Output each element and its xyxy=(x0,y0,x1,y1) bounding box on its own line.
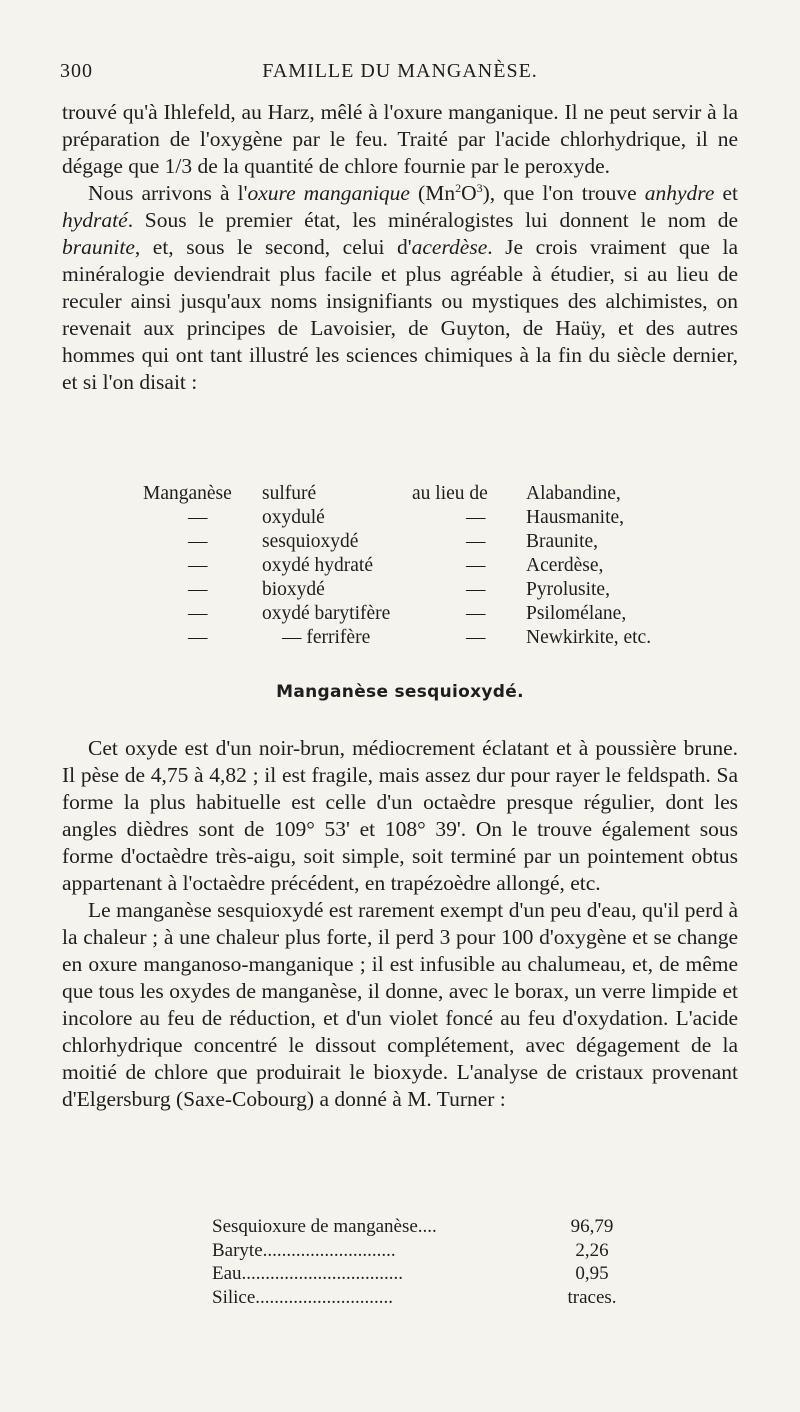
term-anhydre: anhydre xyxy=(644,181,715,205)
analysis-row: Silice............................. traces. xyxy=(212,1286,617,1308)
synonym-row: — sesquioxydé — Braunite, xyxy=(188,531,599,552)
synonym-row: — oxydé hydraté — Acerdèse, xyxy=(188,555,604,576)
term-acerdese: acerdèse xyxy=(411,235,488,259)
running-title: FAMILLE DU MANGANÈSE. xyxy=(262,60,538,82)
synonym-table xyxy=(0,482,800,650)
term-oxure-manganique: oxure manganique xyxy=(247,181,410,205)
paragraph-4: Le manganèse sesquioxydé est rarement exempt d'un peu d'eau, qu'il perd à la chaleur ; à une chaleur plus forte, il perd 3 pour 100 d'oxygène et se change en oxure manganoso-manganique ; il est infusible au chalumeau, et, de même que tous les oxydes de manganèse, il donne, avec le borax, un verre limpide et incolore au feu de réduction, et d'un violet foncé au feu d'oxydation. L'acide chlorhydrique concentré le dissout complétement, avec dégagement de la moitié de chlore que produirait le bioxyde. L'analyse de cristaux provenant d'Elgersburg (Saxe-Cobourg) a donné à M. Turner : xyxy=(62,898,738,1111)
page-header xyxy=(60,60,740,90)
synonym-row: — oxydulé — Hausmanite, xyxy=(188,507,625,528)
section-heading: Manganèse sesquioxydé. xyxy=(276,682,524,702)
term-braunite: braunite xyxy=(62,235,135,259)
analysis-row: Sesquioxure de manganèse.... 96,79 xyxy=(212,1216,614,1237)
paragraph-3: Cet oxyde est d'un noir-brun, médiocrement éclatant et à poussière brune. Il pèse de 4,75 à 4,82 ; il est fragile, mais assez dur pour rayer le feldspath. Sa forme la plus habituelle est celle d'un octaèdre presque régulier, dont les angles dièdres sont de 109° 53' et 108° 39'. On le trouve également sous forme d'octaèdre très-aigu, soit simple, soit terminé par un pointement obtus appartenant à l'octaèdre précédent, en trapézoèdre allongé, etc. xyxy=(62,736,738,895)
analysis-table xyxy=(212,1215,632,1309)
term-hydrate: hydraté xyxy=(62,208,128,232)
synonym-row: — bioxydé — Pyrolusite, xyxy=(188,579,610,600)
section-body xyxy=(62,735,738,1113)
analysis-row: Baryte............................ 2,26 xyxy=(212,1239,609,1261)
synonym-row: — — ferrifère — Newkirkite, etc. xyxy=(188,627,652,648)
synonym-row: Manganèse sulfuré au lieu de Alabandine, xyxy=(143,483,621,504)
synonym-row: — oxydé barytifère — Psilomélane, xyxy=(188,603,627,624)
paragraph-2: Nous arrivons à l'oxure manganique $(Mn^2O^3)$, que l'on trouve anhydre et hydraté. Sous le premier état, les minéralogistes lui donnent le nom de braunite, et, sous le second, celui d'acerdèse. Je crois vraiment que la minéralogie deviendrait plus facile et plus agréable à étudier, si au lieu de reculer ainsi jusqu'aux noms insignifiants ou mystiques des alchimistes, on revenait aux principes de Lavoisier, de Guyton, de Haüy, et des autres hommes qui ont tant illustré les sciences chimiques à la fin du siècle dernier, et si l'on disait : xyxy=(62,180,739,394)
paragraph-1: trouvé qu'à Ihlefeld, au Harz, mêlé à l'oxure manganique. Il ne peut servir à la préparation de l'oxygène par le feu. Traité par l'acide chlorhydrique, il ne dégage que 1/3 de la quantité de chlore fournie par le peroxyde. xyxy=(62,100,738,178)
page-number: 300 xyxy=(60,60,93,82)
analysis-row: Eau.................................. 0,95 xyxy=(212,1263,609,1284)
paragraph-continued xyxy=(62,99,738,396)
